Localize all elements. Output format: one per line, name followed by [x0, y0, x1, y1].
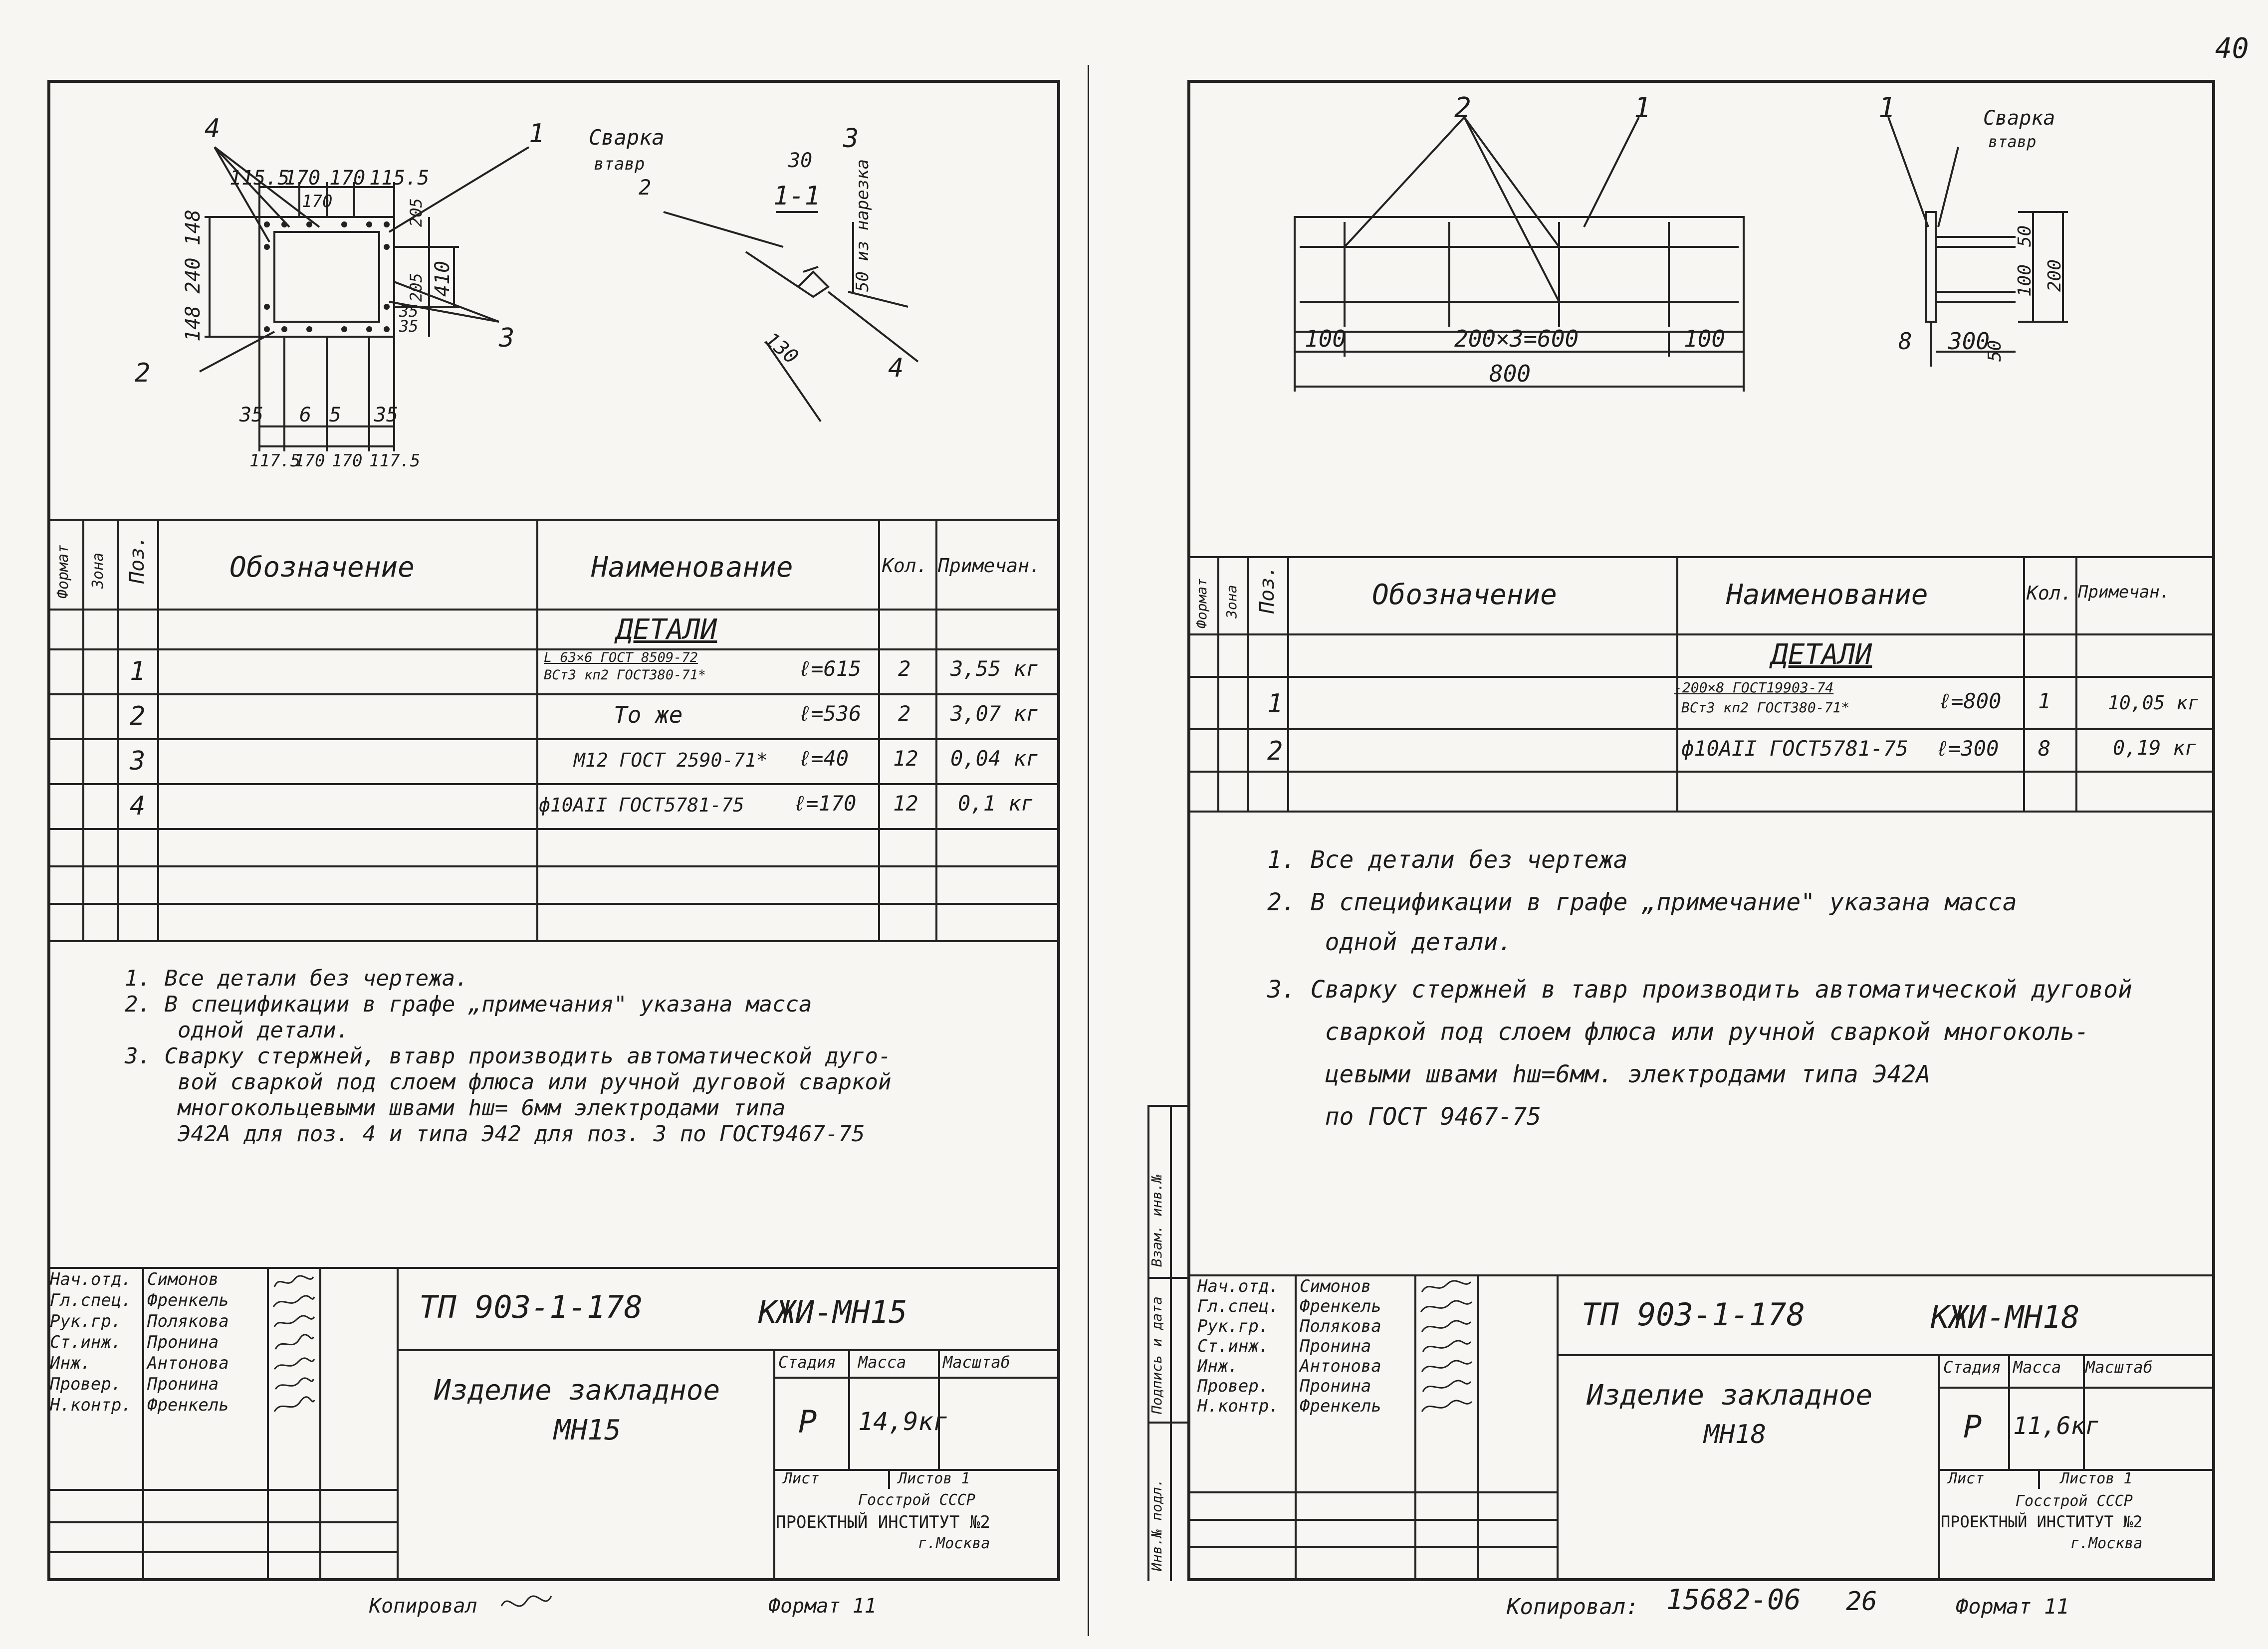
left-role-2: Гл.спец.	[50, 1290, 132, 1310]
right-stamp-title-1: Изделие закладное	[1587, 1379, 1873, 1412]
right-dim-600: 200×3=600	[1454, 325, 1579, 352]
left-note-2b: одной детали.	[125, 1018, 350, 1043]
left-stamp-org-2: ПРОЕКТНЫЙ ИНСТИТУТ №2	[776, 1512, 990, 1532]
right-note-3: 3. Сварку стержней в тавр производить автоматической дуговой	[1267, 976, 2132, 1004]
left-note-3b: вой сваркой под слоем флюса или ручной дуговой сваркой	[125, 1069, 892, 1095]
spec-header-name: Наименование	[591, 551, 793, 584]
dim-right-410: 410	[431, 260, 454, 297]
right-callout-2: 2	[1454, 92, 1471, 124]
left-name-3: Полякова	[147, 1311, 229, 1331]
right-footer-copied: Копировал:	[1507, 1594, 1639, 1620]
right-dim-200: 200	[2044, 259, 2065, 292]
left-note-3: 3. Сварку стержней, втавр производить автоматической дуго-	[125, 1043, 892, 1069]
dim-bottom-b3: 170	[332, 451, 363, 471]
left-footer-format: Формат 11	[768, 1595, 877, 1618]
left-role-5: Инж.	[50, 1353, 91, 1373]
right-dim-50a: 50	[2015, 225, 2035, 247]
right-stamp-mass: 11,6кг	[2013, 1412, 2100, 1440]
left-stamp-scale-hdr: Масштаб	[943, 1353, 1010, 1372]
left-name-6: Пронина	[147, 1374, 219, 1394]
dim-right-35a: 35	[399, 302, 419, 321]
left-stamp-code: КЖИ-МН15	[758, 1294, 907, 1330]
left-note-3d: Э42А для поз. 4 и типа Э42 для поз. 3 по ГОСТ9467-75	[125, 1121, 865, 1147]
right-spec-header-qty: Кол.	[2027, 582, 2072, 604]
right-spec-row-1-name-b: ВСт3 кп2 ГОСТ380-71*	[1681, 699, 1850, 716]
section-label: 1-1	[773, 181, 820, 211]
right-dim-8: 8	[1898, 328, 1912, 355]
callout-4-plan: 4	[205, 114, 221, 144]
right-footer-sheet: 26	[1846, 1587, 1877, 1617]
right-note-3c: цевыми швами hш=6мм. электродами типа Э42А	[1267, 1060, 1931, 1088]
left-stamp-stage: Р	[798, 1404, 817, 1440]
right-stamp-code: КЖИ-МН18	[1931, 1299, 2080, 1335]
right-note-3d: по ГОСТ 9467-75	[1267, 1103, 1542, 1131]
callout-3-section: 3	[843, 124, 859, 154]
left-note-1: 1. Все детали без чертежа.	[125, 966, 468, 991]
right-weld-label-2: втавр	[1988, 132, 2037, 151]
spec-row-1-qty: 2	[898, 656, 911, 681]
right-note-2b: одной детали.	[1267, 928, 1513, 956]
dim-bottom-b4: 117.5	[369, 451, 421, 471]
right-footer-format: Формат 11	[1956, 1594, 2069, 1619]
right-dim-800: 800	[1489, 360, 1531, 387]
dim-bottom-a4: 35	[374, 404, 399, 426]
spec-row-4-len: ℓ=170	[793, 791, 857, 816]
right-stamp-org-1: Госстрой СССР	[2016, 1492, 2133, 1510]
section-note: 50 из нарезка	[853, 159, 873, 292]
spec-row-1-note: 3,55 кг	[950, 656, 1039, 681]
dim-top-inner: 170	[302, 192, 333, 211]
right-drawing	[1190, 82, 2213, 531]
right-spec-header-designation: Обозначение	[1372, 579, 1557, 611]
spec-row-2-len: ℓ=536	[798, 701, 862, 726]
right-spec-row-1-name-a: -200×8 ГОСТ19903-74	[1674, 679, 1834, 696]
spec-header-qty: Кол.	[882, 555, 928, 577]
right-name-4: Пронина	[1300, 1336, 1371, 1356]
left-stamp-sheet: Лист	[783, 1470, 820, 1487]
dim-bottom-a1: 35	[239, 404, 264, 426]
side-label-replace: Взам. инв.№	[1148, 1174, 1165, 1267]
left-role-6: Провер.	[50, 1374, 122, 1394]
right-dim-300: 300	[1948, 328, 1990, 355]
left-stamp-org-1: Госстрой СССР	[858, 1491, 975, 1509]
dim-left: 148 240 148	[182, 209, 205, 342]
right-role-7: Н.контр.	[1197, 1396, 1279, 1416]
left-note-2: 2. В спецификации в графе „примечания" указана масса	[125, 992, 812, 1017]
right-spec-header-pos: Поз.	[1256, 565, 1279, 614]
right-stamp-mass-hdr: Масса	[2013, 1358, 2061, 1377]
right-role-2: Гл.спец.	[1197, 1296, 1279, 1316]
spec-header-zone: Зона	[89, 552, 107, 589]
page-divider	[1088, 65, 1089, 1636]
section-dim-30: 30	[788, 149, 813, 172]
dim-bottom-b2: 170	[294, 451, 325, 471]
spec-row-1-pos: 1	[130, 656, 146, 686]
right-spec-row-2-note: 0,19 кг	[2113, 737, 2197, 760]
left-stamp-org-3: г.Москва	[918, 1535, 990, 1552]
weld-label: Сварка	[589, 125, 665, 150]
callout-2-section: 2	[639, 175, 652, 200]
spec-row-2-name-a: То же	[614, 701, 683, 728]
right-dim-100a: 100	[1305, 325, 1347, 352]
right-stamp-scale-hdr: Масштаб	[2085, 1358, 2153, 1377]
right-callout-1a: 1	[1634, 92, 1651, 124]
right-weld-label: Сварка	[1983, 107, 2055, 130]
right-dim-50b: 50	[1985, 340, 2005, 362]
right-role-6: Провер.	[1197, 1376, 1269, 1396]
left-footer-copied: Копировал	[369, 1595, 477, 1618]
spec-header-note: Примечан.	[938, 555, 1041, 577]
dim-top-2: 170	[284, 167, 321, 190]
left-stamp-title-2: МН15	[554, 1414, 621, 1446]
right-spec-row-2-pos: 2	[1267, 736, 1283, 766]
left-name-4: Пронина	[147, 1332, 219, 1352]
spec-row-2-pos: 2	[130, 701, 146, 731]
spec-row-3-note: 0,04 кг	[950, 746, 1039, 771]
page-corner-number: 40	[2215, 32, 2249, 65]
right-spec-row-2-len: ℓ=300	[1936, 736, 1999, 761]
right-note-3b: сваркой под слоем флюса или ручной сваркой многоколь-	[1267, 1018, 2089, 1046]
right-stamp-project: ТП 903-1-178	[1582, 1296, 1805, 1333]
right-stamp-sheet: Лист	[1948, 1470, 1985, 1487]
right-role-1: Нач.отд.	[1197, 1276, 1279, 1296]
right-note-2: 2. В спецификации в графе „примечание" указана масса	[1267, 888, 2017, 916]
right-spec-row-1-note: 10,05 кг	[2108, 692, 2200, 714]
spec-row-2-qty: 2	[898, 701, 911, 726]
dim-right-205b: 205	[407, 198, 426, 227]
left-drawing	[50, 82, 1058, 501]
weld-label-2: втавр	[594, 154, 645, 174]
right-spec-header-note: Примечан.	[2078, 582, 2170, 602]
right-dim-100: 100	[2015, 264, 2035, 297]
callout-3-plan: 3	[499, 323, 515, 353]
right-stamp-stage: Р	[1963, 1409, 1982, 1445]
callout-2-plan: 2	[135, 358, 151, 388]
spec-row-2-note: 3,07 кг	[950, 701, 1039, 726]
left-stamp-sheets: Листов 1	[898, 1470, 970, 1487]
spec-row-4-note: 0,1 кг	[958, 791, 1034, 816]
spec-row-3-qty: 12	[893, 746, 918, 771]
right-spec-header-zone: Зона	[1223, 585, 1240, 618]
spec-row-4-pos: 4	[130, 791, 146, 821]
left-name-2: Френкель	[147, 1290, 229, 1310]
left-signatures	[269, 1269, 317, 1419]
right-name-1: Симонов	[1300, 1276, 1371, 1296]
right-footer-number: 15682-06	[1666, 1584, 1801, 1616]
right-name-5: Антонова	[1300, 1356, 1381, 1376]
right-note-1: 1. Все детали без чертежа	[1267, 846, 1628, 874]
left-note-3c: многокольцевыми швами hш= 6мм электродами типа	[125, 1095, 786, 1121]
right-spec-row-2-qty: 8	[2038, 736, 2051, 761]
dim-top-1: 115.5	[229, 167, 290, 190]
left-stamp-project: ТП 903-1-178	[419, 1289, 643, 1325]
left-name-7: Френкель	[147, 1395, 229, 1415]
left-copier-signature	[499, 1586, 554, 1621]
spec-row-4-qty: 12	[893, 791, 918, 816]
right-name-7: Френкель	[1300, 1396, 1381, 1416]
spec-row-4-name-a: ф10АII ГОСТ5781-75	[539, 794, 744, 816]
right-name-6: Пронина	[1300, 1376, 1371, 1396]
dim-bottom-a3: 5	[329, 404, 342, 426]
right-stamp-sheets: Листов 1	[2060, 1470, 2133, 1487]
dim-bottom-b1: 117.5	[249, 451, 301, 471]
right-stamp-stage-hdr: Стадия	[1943, 1358, 2001, 1377]
right-spec-header-name: Наименование	[1726, 579, 1928, 611]
dim-right-35b: 35	[399, 317, 419, 336]
right-spec-row-1-qty: 1	[2038, 689, 2051, 713]
right-stamp-org-2: ПРОЕКТНЫЙ ИНСТИТУТ №2	[1941, 1512, 2143, 1531]
spec-header-format: Формат	[54, 544, 72, 599]
spec-section-title: ДЕТАЛИ	[616, 614, 717, 646]
dim-top-3: 170	[329, 167, 366, 190]
left-role-4: Ст.инж.	[50, 1332, 122, 1352]
dim-right-205a: 205	[407, 273, 426, 302]
spec-row-1-name-b: ВСт3 кп2 ГОСТ380-71*	[544, 667, 706, 683]
spec-header-pos: Поз.	[126, 535, 149, 584]
spec-row-1-len: ℓ=615	[798, 656, 862, 681]
right-spec-row-1-pos: 1	[1267, 689, 1283, 719]
section-dim-130: 130	[760, 328, 803, 369]
right-dim-100b: 100	[1684, 325, 1726, 352]
spec-header-designation: Обозначение	[229, 551, 415, 584]
right-spec-section-title: ДЕТАЛИ	[1771, 638, 1872, 671]
spec-row-3-len: ℓ=40	[798, 746, 849, 771]
right-spec-header-format: Формат	[1193, 578, 1210, 628]
spec-row-3-name-a: М12 ГОСТ 2590-71*	[574, 749, 768, 771]
left-role-7: Н.контр.	[50, 1395, 132, 1415]
left-stamp-stage-hdr: Стадия	[778, 1353, 836, 1372]
side-label-inv: Инв.№ подл.	[1148, 1478, 1165, 1571]
spec-row-3-pos: 3	[130, 746, 146, 776]
left-stamp-mass: 14,9кг	[858, 1407, 948, 1436]
right-spec-row-2-name-a: ф10АII ГОСТ5781-75	[1681, 736, 1909, 761]
left-role-1: Нач.отд.	[50, 1269, 132, 1289]
left-role-3: Рук.гр.	[50, 1311, 122, 1331]
left-name-1: Симонов	[147, 1269, 219, 1289]
right-name-2: Френкель	[1300, 1296, 1381, 1316]
side-label-sign: Подпись и дата	[1148, 1296, 1165, 1414]
left-stamp-title-1: Изделие закладное	[434, 1374, 720, 1407]
right-spec-row-1-len: ℓ=800	[1938, 689, 2002, 713]
right-role-4: Ст.инж.	[1197, 1336, 1269, 1356]
right-role-5: Инж.	[1197, 1356, 1238, 1376]
right-signatures	[1417, 1277, 1474, 1422]
right-role-3: Рук.гр.	[1197, 1316, 1269, 1336]
callout-4-section: 4	[888, 353, 904, 383]
dim-bottom-a2: 6	[299, 404, 312, 426]
spec-row-1-name-a: L 63×6 ГОСТ 8509-72	[544, 650, 698, 665]
right-callout-1b: 1	[1878, 92, 1895, 124]
dim-top-4: 115.5	[369, 167, 430, 190]
left-stamp-mass-hdr: Масса	[858, 1353, 907, 1372]
right-stamp-title-2: МН18	[1704, 1420, 1767, 1449]
left-name-5: Антонова	[147, 1353, 229, 1373]
right-stamp-org-3: г.Москва	[2070, 1535, 2143, 1552]
right-name-3: Полякова	[1300, 1316, 1381, 1336]
callout-1-plan: 1	[529, 119, 545, 149]
